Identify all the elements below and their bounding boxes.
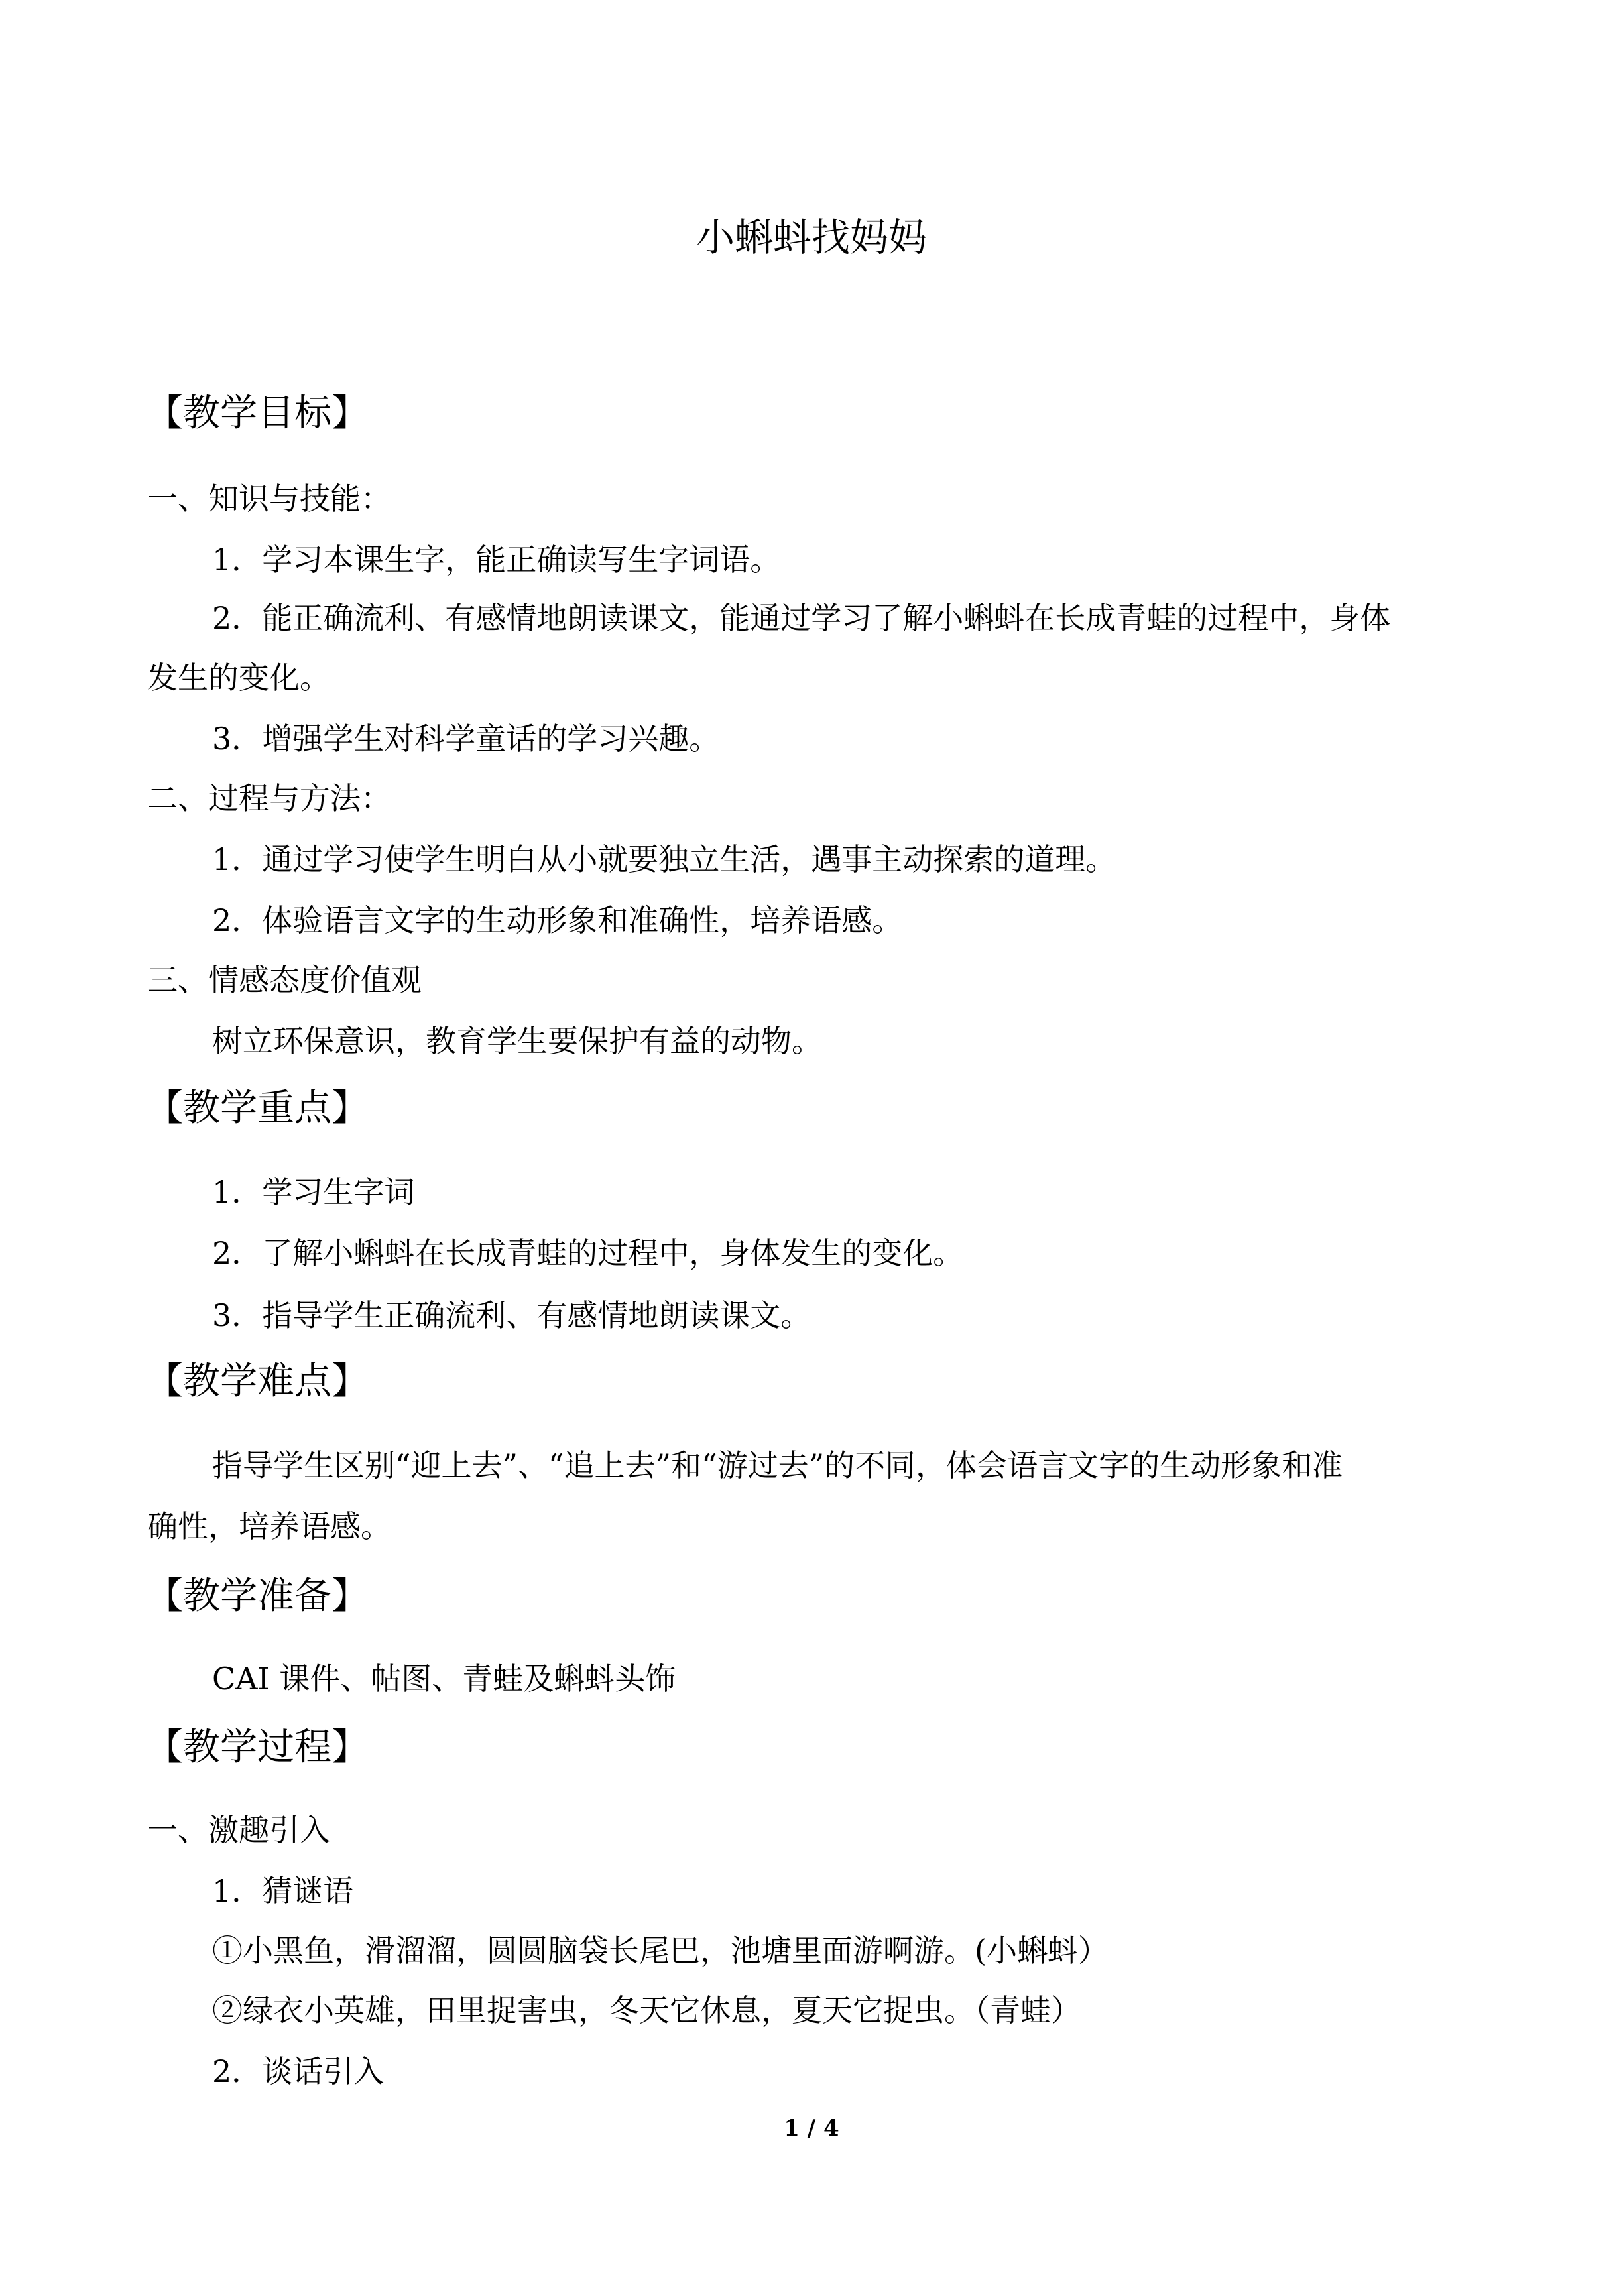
subheading-emotion: 三、情感态度价值观 [147,962,422,998]
process-item-1: 1．通过学习使学生明白从小就要独立生活，遇事主动探索的道理。 [212,841,1116,877]
objective-item-2-continuation: 发生的变化。 [147,660,330,695]
section-heading-key-points: 【教学重点】 [146,1087,369,1130]
objective-item-3: 3．增强学生对科学童话的学习兴趣。 [212,721,720,756]
page-number: 1 / 4 [784,2115,839,2142]
difficulties-line-2: 确性，培养语感。 [147,1508,391,1544]
emotion-text: 树立环保意识，教育学生要保护有益的动物。 [212,1023,822,1059]
key-point-item-3: 3．指导学生正确流利、有感情地朗读课文。 [212,1298,812,1333]
key-point-item-2: 2．了解小蝌蚪在长成青蛙的过程中，身体发生的变化。 [212,1235,964,1271]
difficulties-line-1: 指导学生区别“迎上去”、“追上去”和“游过去”的不同，体会语言文字的生动形象和准 [212,1447,1343,1483]
objective-item-1: 1．学习本课生字，能正确读写生字词语。 [212,542,781,577]
subheading-intro: 一、激趣引入 [147,1812,330,1848]
riddle-2: ②绿衣小英雄，田里捉害虫，冬天它休息，夏天它捉虫。（青蛙） [212,1992,1081,2028]
intro-item-1: 1．猜谜语 [212,1873,354,1909]
riddle-1: ①小黑鱼，滑溜溜，圆圆脑袋长尾巴，池塘里面游啊游。(小蝌蚪） [212,1933,1109,1968]
key-point-item-1: 1．学习生字词 [212,1174,415,1210]
section-heading-objectives: 【教学目标】 [146,392,369,435]
objective-item-2: 2．能正确流利、有感情地朗读课文，能通过学习了解小蝌蚪在长成青蛙的过程中，身体 [212,600,1391,636]
subheading-knowledge: 一、知识与技能： [147,481,391,516]
section-heading-difficulties: 【教学难点】 [146,1360,369,1403]
preparation-text: CAI 课件、帖图、青蛙及蝌蚪头饰 [212,1661,676,1697]
section-heading-preparation: 【教学准备】 [146,1575,369,1618]
section-heading-teaching-process: 【教学过程】 [146,1726,369,1769]
intro-item-2: 2．谈话引入 [212,2053,385,2089]
subheading-process-method: 二、过程与方法： [147,780,391,816]
process-item-2: 2．体验语言文字的生动形象和准确性，培养语感。 [212,902,903,938]
document-title: 小蝌蚪找妈妈 [695,215,927,260]
